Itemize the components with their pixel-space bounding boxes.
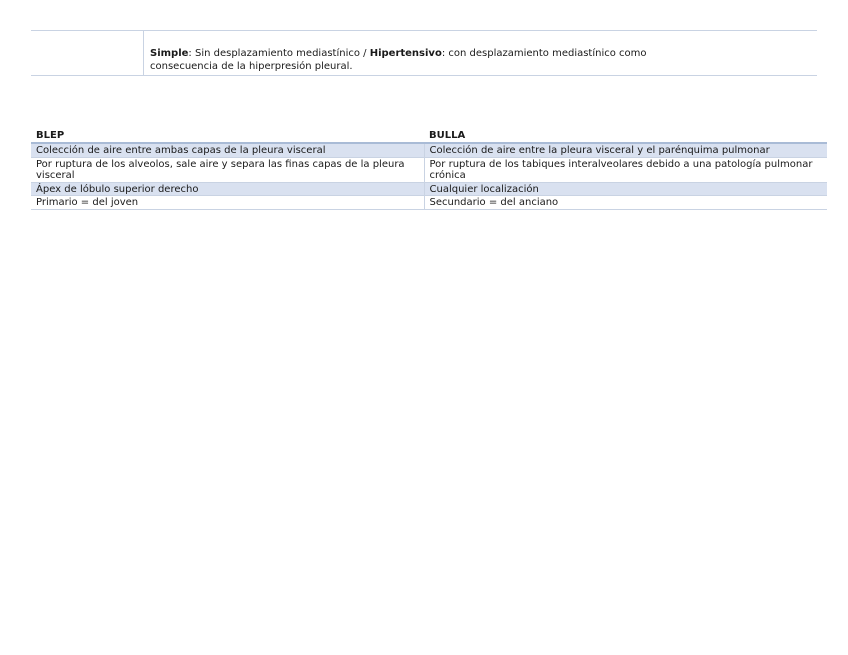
table-row (31, 196, 827, 210)
classification-table (31, 30, 817, 76)
hipertensivo-label: Hipertensivo (369, 48, 442, 59)
table-row (31, 157, 827, 182)
empty-label-cell (31, 31, 144, 75)
table-cell: Cualquier localización (424, 182, 827, 196)
table-row (31, 182, 827, 196)
classification-text (150, 47, 790, 73)
simple-label: Simple (150, 48, 189, 59)
header-bulla: BULLA (424, 130, 827, 143)
simple-description: : Sin desplazamiento mediastínico / (188, 48, 370, 59)
header-blep: BLEP (31, 130, 424, 143)
table-cell: Por ruptura de los tabiques interalveolares debido a una patología pulmonar crónica (424, 157, 827, 182)
table-row (31, 143, 827, 157)
table-cell: Colección de aire entre ambas capas de la pleura visceral (31, 143, 424, 157)
table-cell: Ápex de lóbulo superior derecho (31, 182, 424, 196)
blep-bulla-table (31, 130, 827, 210)
table-cell: Secundario = del anciano (424, 196, 827, 210)
hipertensivo-description-line2: consecuencia de la hiperpresión pleural. (150, 61, 353, 72)
table-header-row (31, 130, 827, 143)
hipertensivo-description: : con desplazamiento mediastínico como (441, 48, 647, 59)
table-cell: Colección de aire entre la pleura visceral y el parénquima pulmonar (424, 143, 827, 157)
table-cell: Primario = del joven (31, 196, 424, 210)
table-cell: Por ruptura de los alveolos, sale aire y separa las finas capas de la pleura visceral (31, 157, 424, 182)
